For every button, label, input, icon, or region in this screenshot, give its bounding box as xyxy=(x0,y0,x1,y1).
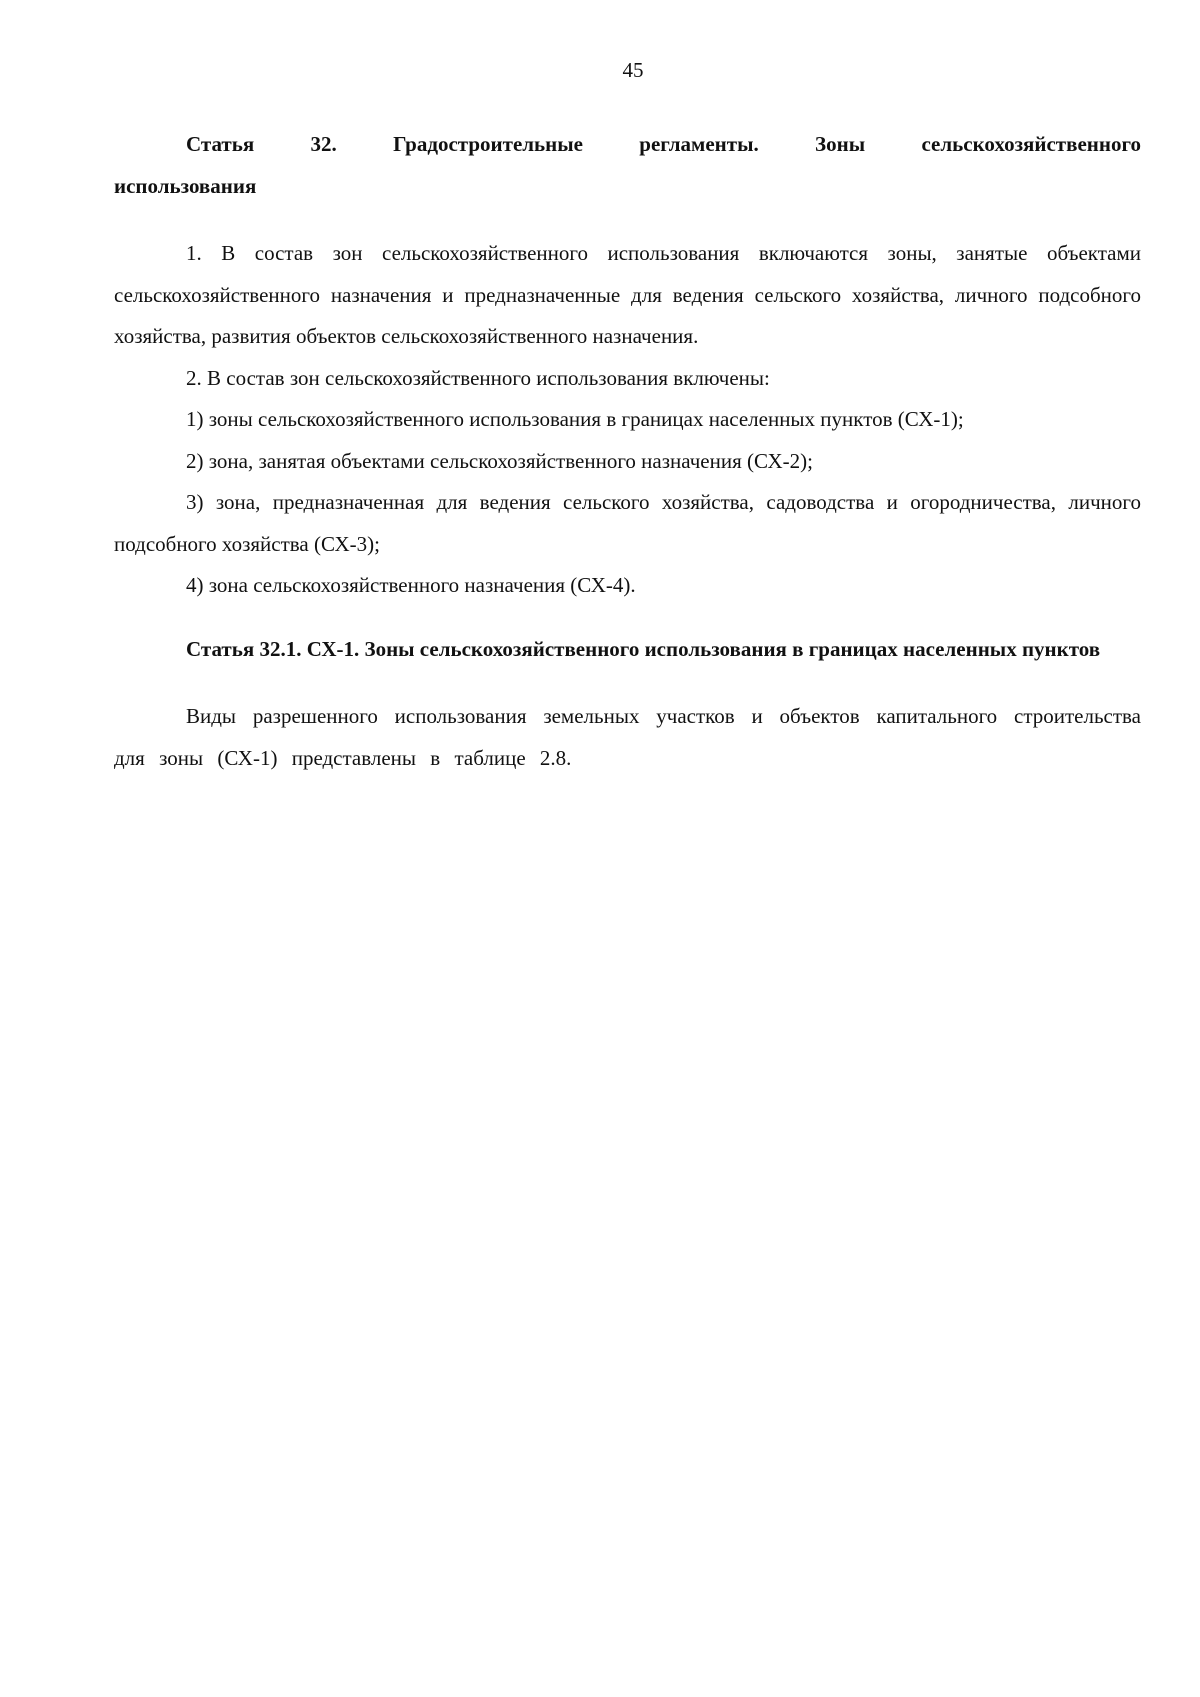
article-32-1-paragraph: Виды разрешенного использования земельных участков и объектов капитального строительства для зоны (СХ-1) представлены в таблице 2.8. xyxy=(114,704,1141,770)
spacer xyxy=(114,207,1141,233)
list-item-sx-4: 4) зона сельскохозяйственного назначения (СХ-4). xyxy=(186,573,636,597)
list-item-sx-3: 3) зона, предназначенная для ведения сельского хозяйства, садоводства и огородничества, личного подсобного хозяйства (СХ-3); xyxy=(114,490,1141,556)
page-content xyxy=(114,124,1141,779)
list-item-sx-1: 1) зоны сельскохозяйственного использования в границах населенных пунктов (СХ-1); xyxy=(186,407,964,431)
page-number: 45 xyxy=(622,58,644,82)
article-32-heading: Статья 32. Градостроительные регламенты. Зоны сельскохозяйственного использования xyxy=(114,132,1141,198)
article-32-paragraph-2: 2. В состав зон сельскохозяйственного использования включены: xyxy=(186,365,770,390)
article-32-paragraph-1: 1. В состав зон сельскохозяйственного использования включаются зоны, занятые объектами сельскохозяйственного назначения и предназначенные для ведения сельского хозяйства, личного подсобного хозяйства, развития объектов сельскохозяйственного назначения. xyxy=(114,241,1141,348)
spacer xyxy=(114,670,1141,696)
article-32-1-heading: Статья 32.1. СХ-1. Зоны сельскохозяйственного использования в границах населенных пунктов xyxy=(186,636,1101,661)
list-item-sx-2: 2) зона, занятая объектами сельскохозяйственного назначения (СХ-2); xyxy=(186,448,813,473)
spacer xyxy=(114,607,1141,629)
